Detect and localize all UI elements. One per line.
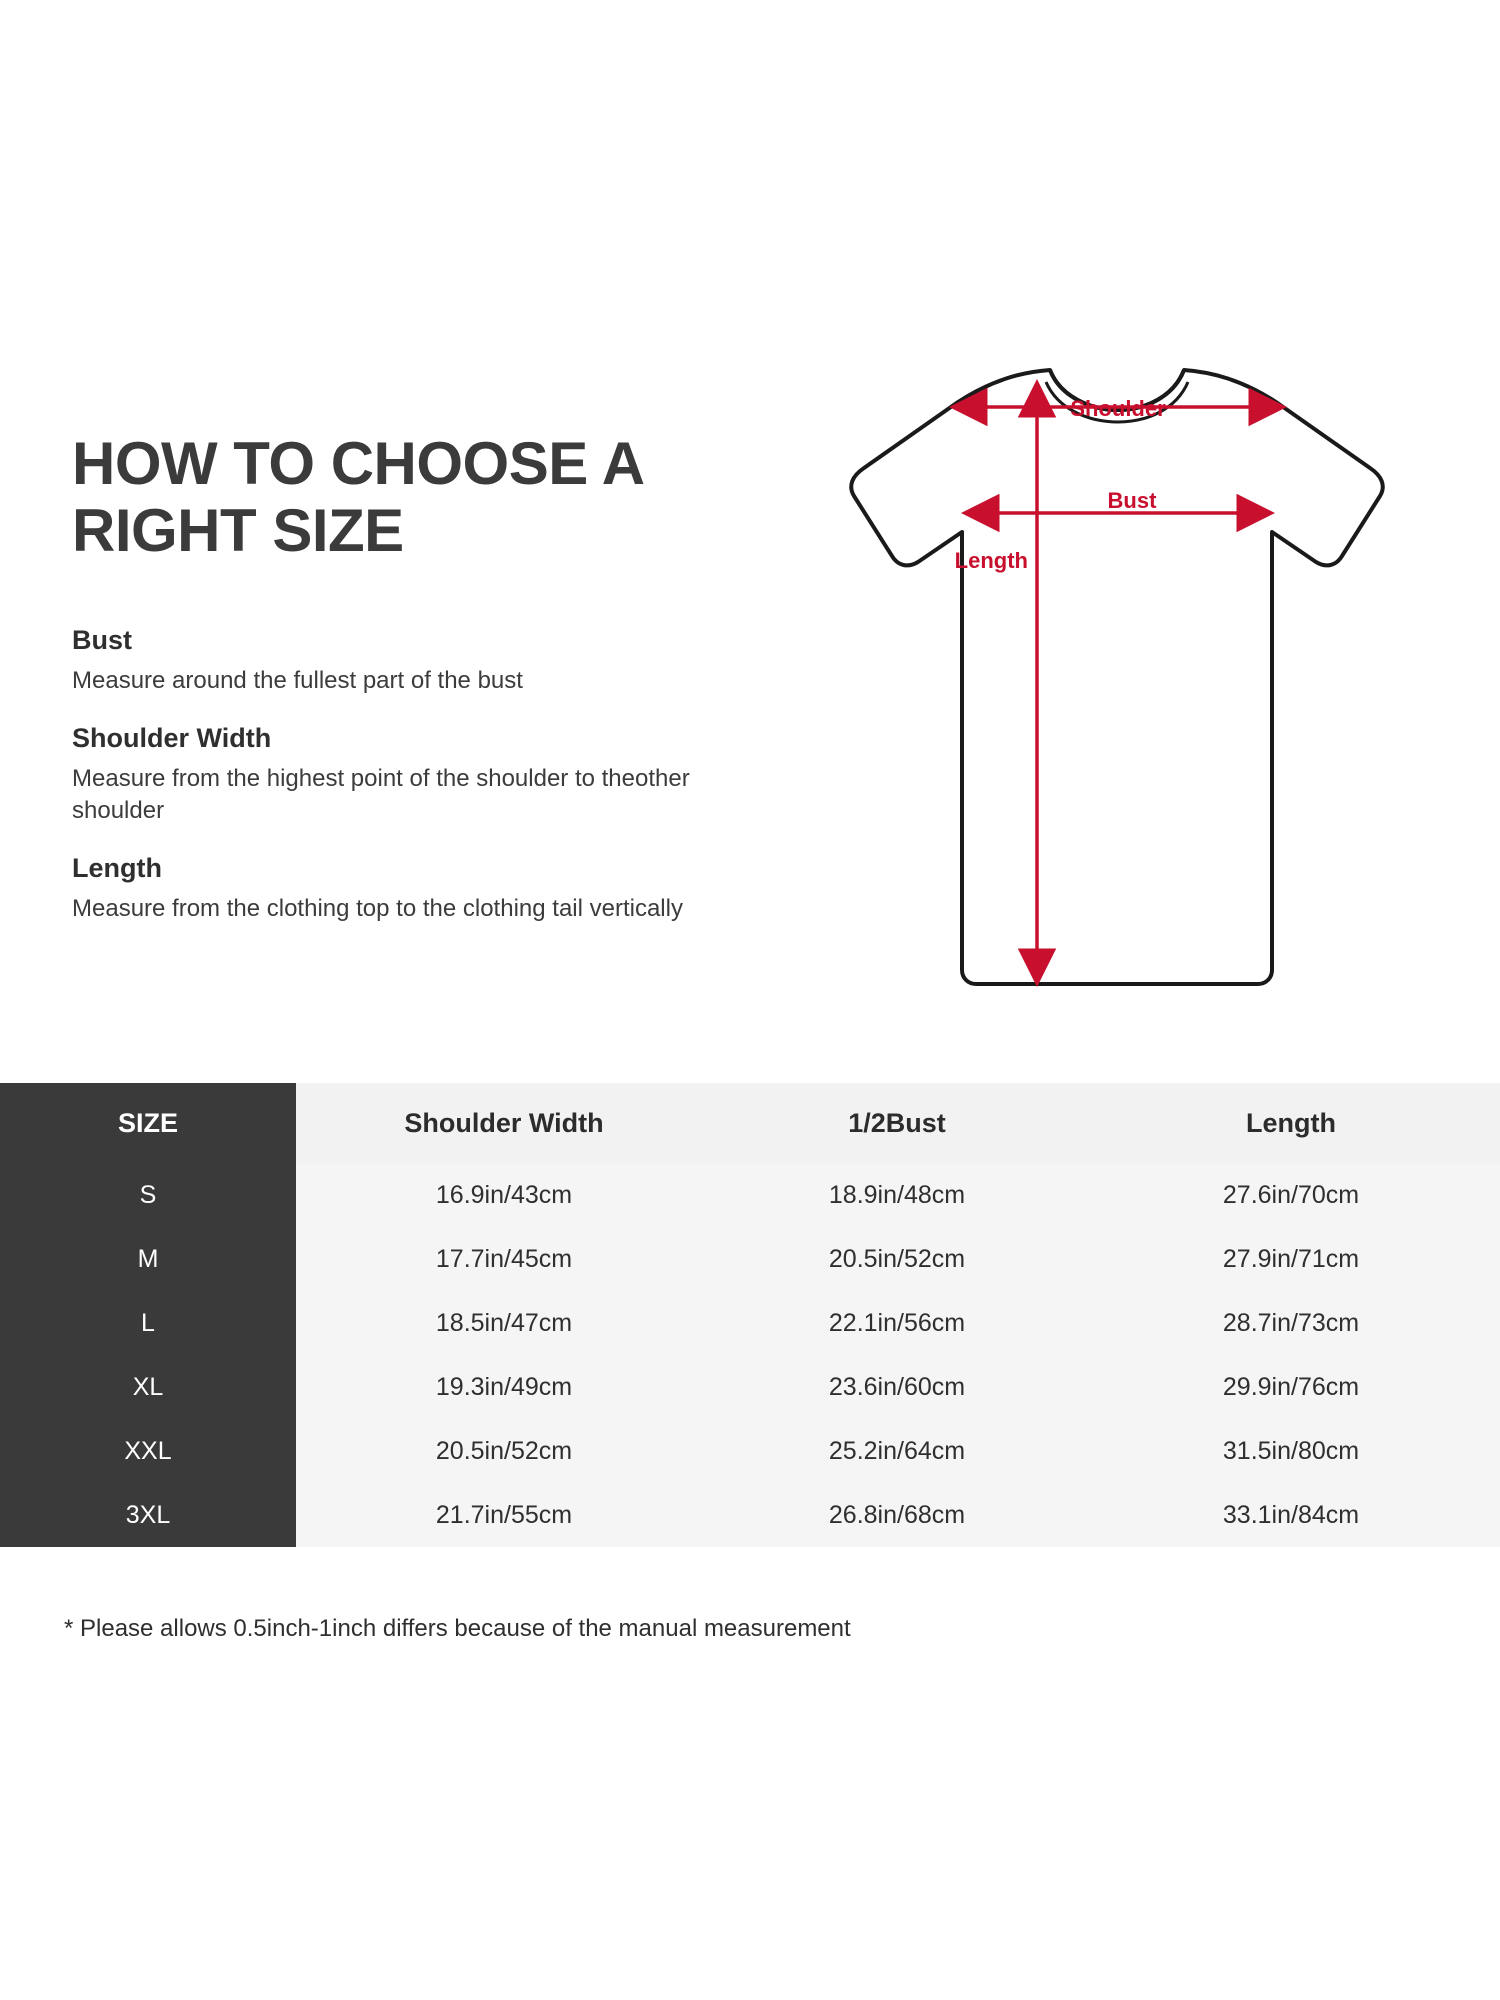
cell-shoulder-width: 18.5in/47cm [296,1291,712,1355]
size-table-section [0,1083,1500,1578]
definition-term: Shoulder Width [72,722,272,753]
tshirt-diagram [760,360,1400,1020]
cell-size: 3XL [0,1483,296,1547]
cell-length: 31.5in/80cm [1082,1419,1500,1483]
tshirt-illustration [760,360,1400,1020]
table-row [0,1291,1500,1355]
cell-bust: 22.1in/56cm [712,1291,1082,1355]
definition-shoulder-width [72,723,692,827]
column-header-shoulder-width: Shoulder Width [296,1083,712,1163]
column-header-size: SIZE [0,1083,296,1163]
cell-shoulder-width: 21.7in/55cm [296,1483,712,1547]
cell-bust: 23.6in/60cm [712,1355,1082,1419]
cell-shoulder-width: 19.3in/49cm [296,1355,712,1419]
cell-length: 29.9in/76cm [1082,1355,1500,1419]
cell-length: 27.9in/71cm [1082,1227,1500,1291]
table-row [0,1163,1500,1227]
length-label: Length [954,548,1028,573]
definition-description: Measure around the fullest part of the bust [72,667,523,694]
measurement-definitions [72,625,692,951]
size-chart-table [0,1083,1500,1547]
table-header-row [0,1083,1500,1163]
column-header-length: Length [1082,1083,1500,1163]
cell-size: XXL [0,1419,296,1483]
table-row [0,1483,1500,1547]
cell-bust: 18.9in/48cm [712,1163,1082,1227]
cell-bust: 25.2in/64cm [712,1419,1082,1483]
cell-shoulder-width: 16.9in/43cm [296,1163,712,1227]
definition-description: Measure from the clothing top to the clothing tail vertically [72,894,683,922]
cell-bust: 20.5in/52cm [712,1227,1082,1291]
cell-size: XL [0,1355,296,1419]
definition-description: Measure from the highest point of the shoulder to theother shoulder [72,764,690,824]
definition-term: Bust [72,625,132,655]
cell-size: M [0,1227,296,1291]
cell-shoulder-width: 20.5in/52cm [296,1419,712,1483]
definition-length [72,853,692,925]
cell-length: 28.7in/73cm [1082,1291,1500,1355]
table-row [0,1419,1500,1483]
bust-label: Bust [1107,488,1157,513]
cell-shoulder-width: 17.7in/45cm [296,1227,712,1291]
measurement-note: * Please allows 0.5inch-1inch differs because of the manual measurement [64,1615,851,1642]
cell-size: L [0,1291,296,1355]
cell-size: S [0,1163,296,1227]
table-row [0,1227,1500,1291]
definition-bust [72,625,692,697]
shoulder-label: Shoulder [1070,396,1166,421]
definition-term: Length [72,852,162,883]
table-body [0,1163,1500,1547]
table-header [0,1083,1500,1163]
page-title: HOW TO CHOOSE A RIGHT SIZE [72,430,643,565]
table-row [0,1355,1500,1419]
tshirt-body-path [851,370,1383,984]
cell-length: 27.6in/70cm [1082,1163,1500,1227]
column-header-bust: 1/2Bust [712,1083,1082,1163]
cell-length: 33.1in/84cm [1082,1483,1500,1547]
cell-bust: 26.8in/68cm [712,1483,1082,1547]
